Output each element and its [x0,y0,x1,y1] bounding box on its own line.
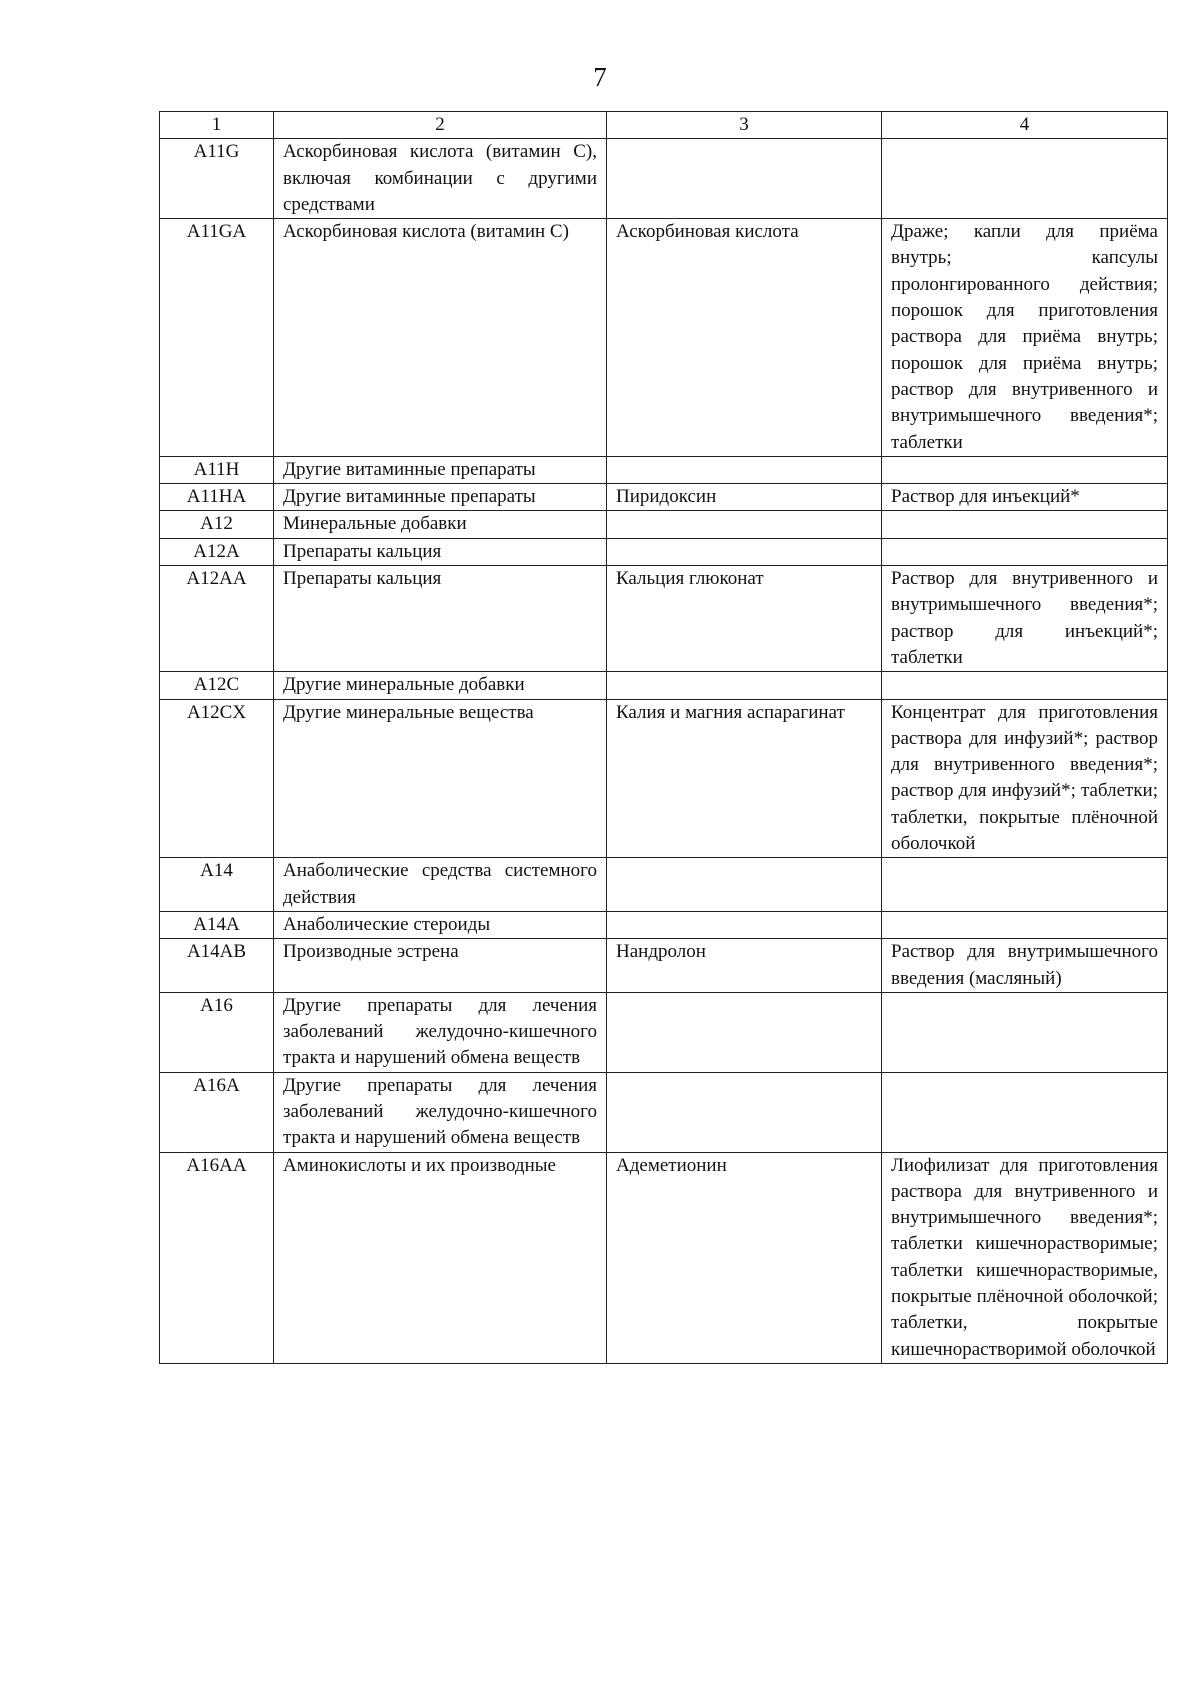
atc-code: A14A [160,911,274,938]
table-row [160,219,1168,457]
atc-code: A11GA [160,219,274,457]
table-row [160,858,1168,912]
pharmacological-group: Другие препараты для лечения заболеваний желудочно-кишечного тракта и нарушений обмена веществ [274,992,607,1072]
drug-name [607,911,882,938]
drug-name [607,858,882,912]
drug-name [607,992,882,1072]
drug-name [607,511,882,538]
atc-code: A12CX [160,699,274,858]
dosage-forms [882,538,1168,565]
table-row [160,911,1168,938]
drug-name [607,1072,882,1152]
table-row [160,566,1168,672]
dosage-forms [882,992,1168,1072]
table-row [160,1072,1168,1152]
pharmacological-group: Другие препараты для лечения заболеваний желудочно-кишечного тракта и нарушений обмена веществ [274,1072,607,1152]
atc-code: A16A [160,1072,274,1152]
atc-code: A16AA [160,1152,274,1363]
table-row [160,139,1168,219]
dosage-forms [882,1072,1168,1152]
atc-code: A14AB [160,939,274,993]
table-row [160,699,1168,858]
pharmacological-group: Аминокислоты и их производные [274,1152,607,1363]
table-row [160,456,1168,483]
drug-name [607,139,882,219]
atc-code: A11G [160,139,274,219]
pharmacological-group: Анаболические средства системного действия [274,858,607,912]
atc-code: A12AA [160,566,274,672]
header-col-2: 2 [274,112,607,139]
pharmacological-group: Другие витаминные препараты [274,484,607,511]
pharmacological-group: Аскорбиновая кислота (витамин С) [274,219,607,457]
dosage-forms [882,672,1168,699]
table-row [160,484,1168,511]
pharmacological-group: Анаболические стероиды [274,911,607,938]
dosage-forms [882,858,1168,912]
atc-code: A11H [160,456,274,483]
atc-code: A14 [160,858,274,912]
dosage-forms: Лиофилизат для приготовления раствора для внутривенного и внутримышечного введения*; таблетки кишечнорастворимые; таблетки кишечнорастворимые, покрытые плёночной оболочкой; таблетки, покрытые кишечнорастворимой оболочкой [882,1152,1168,1363]
table-row [160,939,1168,993]
drug-name: Кальция глюконат [607,566,882,672]
pharmacological-group: Препараты кальция [274,538,607,565]
dosage-forms [882,511,1168,538]
drug-name: Аскорбиновая кислота [607,219,882,457]
drug-name: Нандролон [607,939,882,993]
header-col-3: 3 [607,112,882,139]
dosage-forms [882,139,1168,219]
table-row [160,511,1168,538]
atc-code: A12 [160,511,274,538]
header-col-4: 4 [882,112,1168,139]
drug-name [607,456,882,483]
drug-name [607,672,882,699]
dosage-forms: Концентрат для приготовления раствора для инфузий*; раствор для внутривенного введения*; раствор для инфузий*; таблетки; таблетки, покрытые плёночной оболочкой [882,699,1168,858]
atc-code: A11HA [160,484,274,511]
dosage-forms [882,456,1168,483]
header-row [160,112,1168,139]
dosage-forms: Драже; капли для приёма внутрь; капсулы пролонгированного действия; порошок для приготовления раствора для приёма внутрь; порошок для приёма внутрь; раствор для внутривенного и внутримышечного введения*; таблетки [882,219,1168,457]
table-row [160,538,1168,565]
dosage-forms: Раствор для внутривенного и внутримышечного введения*; раствор для инъекций*; таблетки [882,566,1168,672]
table-row [160,1152,1168,1363]
atc-code: A12A [160,538,274,565]
table-row [160,672,1168,699]
drug-name: Пиридоксин [607,484,882,511]
pharmacological-group: Производные эстрена [274,939,607,993]
drug-name: Калия и магния аспарагинат [607,699,882,858]
dosage-forms: Раствор для инъекций* [882,484,1168,511]
drug-name [607,538,882,565]
pharmacological-group: Другие минеральные добавки [274,672,607,699]
drug-name: Адеметионин [607,1152,882,1363]
pharmacological-group: Другие минеральные вещества [274,699,607,858]
header-col-1: 1 [160,112,274,139]
page-number: 7 [593,62,607,92]
pharmacological-group: Другие витаминные препараты [274,456,607,483]
atc-code: A16 [160,992,274,1072]
atc-code: A12C [160,672,274,699]
pharmacological-group: Препараты кальция [274,566,607,672]
drug-table [159,111,1168,1364]
dosage-forms: Раствор для внутримышечного введения (масляный) [882,939,1168,993]
pharmacological-group: Минеральные добавки [274,511,607,538]
table-row [160,992,1168,1072]
dosage-forms [882,911,1168,938]
pharmacological-group: Аскорбиновая кислота (витамин С), включая комбинации с другими средствами [274,139,607,219]
